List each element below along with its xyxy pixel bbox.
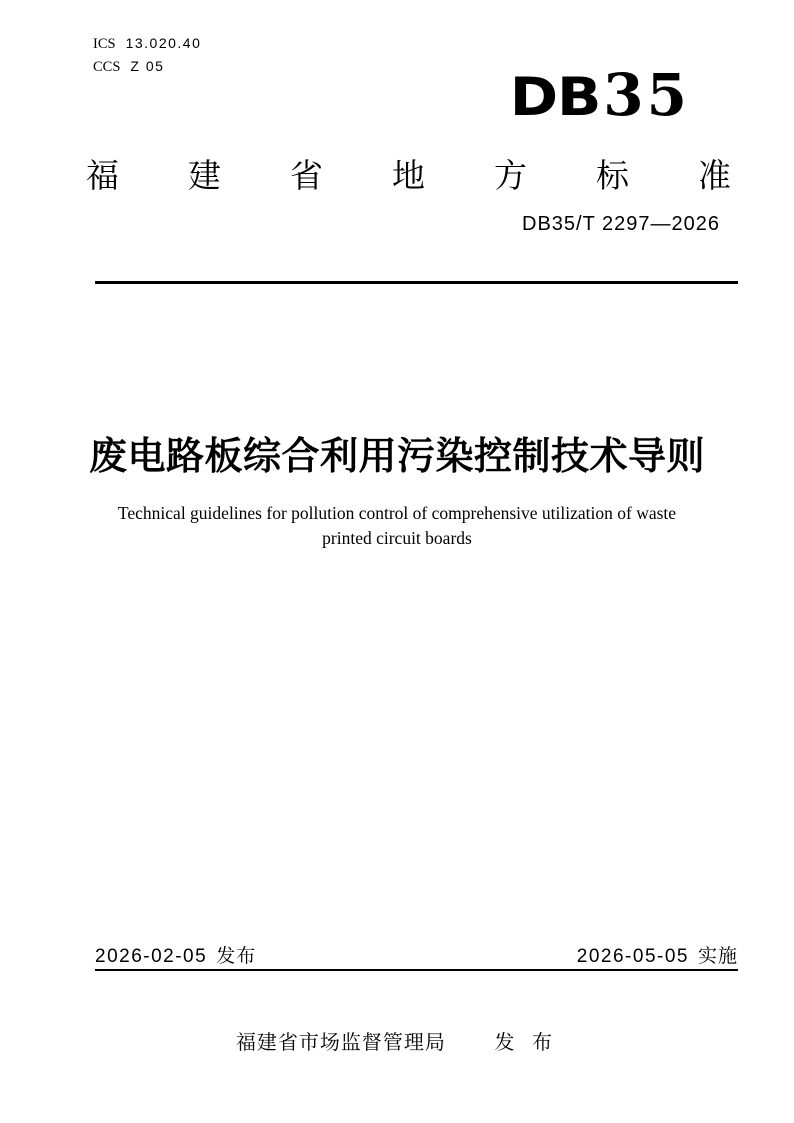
ccs-value: Z 05 (130, 58, 165, 74)
db35-logo (509, 61, 690, 129)
ics-line (93, 35, 201, 58)
title-en-line2: printed circuit boards (322, 528, 472, 548)
publisher-name: 福建省市场监督管理局 (235, 1032, 446, 1054)
logo-db-letters: DB (509, 67, 601, 128)
document-title-zh: 废电路板综合利用污染控制技术导则 (88, 436, 705, 478)
standard-number: DB35/T 2297—2026 (522, 213, 720, 235)
standard-type-heading (86, 150, 731, 197)
date-row (95, 941, 738, 968)
implementation-date-cell (577, 941, 738, 968)
issue-date-value: 2026-02-05 (95, 946, 208, 967)
ccs-label: CCS (93, 59, 121, 75)
publish-action-label: 发 布 (494, 1032, 559, 1054)
heading-char: 福 (86, 157, 119, 194)
footer-divider (95, 969, 738, 971)
heading-char: 标 (596, 157, 629, 194)
ics-label: ICS (93, 36, 116, 52)
ics-value: 13.020.40 (125, 35, 202, 51)
implementation-date-value: 2026-05-05 (576, 946, 689, 967)
heading-char: 地 (392, 157, 425, 194)
heading-char: 方 (494, 157, 527, 194)
ccs-line (93, 58, 201, 81)
logo-region-number: 35 (603, 61, 690, 129)
header-divider (95, 281, 738, 284)
implementation-date-label: 实施 (697, 946, 738, 967)
heading-char: 建 (188, 157, 221, 194)
publisher-row (0, 1026, 794, 1055)
title-en-line1: Technical guidelines for pollution control of comprehensive utilization of waste (117, 503, 677, 523)
heading-char: 准 (698, 157, 731, 194)
heading-char: 省 (290, 157, 323, 194)
document-title-en (67, 501, 727, 551)
issue-date-cell (95, 941, 256, 968)
ics-ccs-block (93, 35, 201, 81)
issue-date-label: 发布 (216, 946, 257, 967)
